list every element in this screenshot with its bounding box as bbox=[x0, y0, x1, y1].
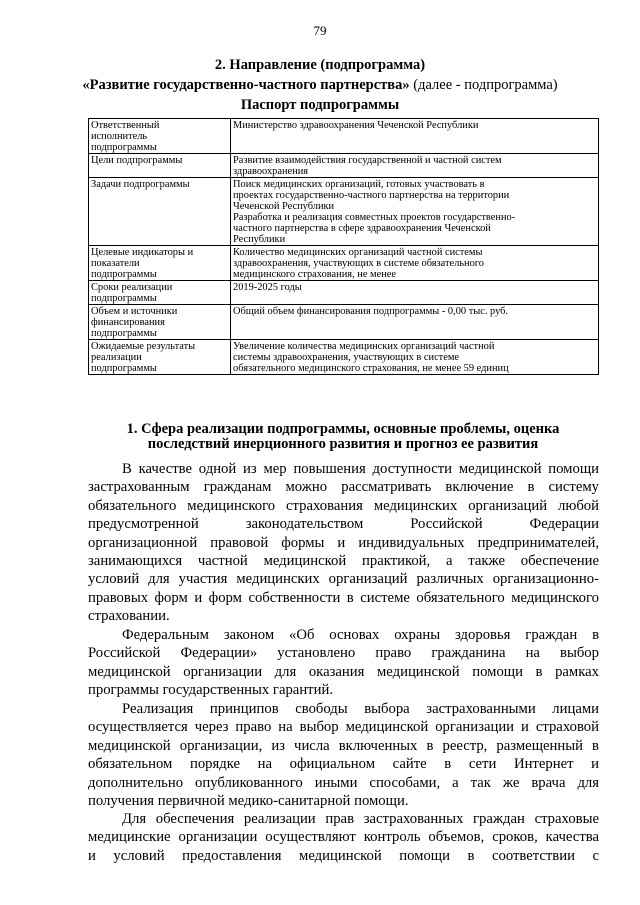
passport-row bbox=[89, 178, 599, 246]
cell-text-line: Республики bbox=[233, 234, 286, 245]
text-line: и условий предоставления медицинской помощи в соответствии с bbox=[88, 847, 599, 864]
text-line: условий для участия медицинских организаций различных организационно- bbox=[88, 571, 599, 588]
text-line: обязательного медицинского страхования медицинских организаций любой bbox=[88, 497, 599, 514]
cell-text-line: Увеличение количества медицинских организаций частной bbox=[233, 341, 495, 352]
text-line: Для обеспечения реализации прав застрахованных граждан страховые bbox=[122, 811, 599, 827]
cell-text-line: Поиск медицинских организаций, готовых участвовать в bbox=[233, 179, 485, 190]
cell-text-line: здравоохранения bbox=[233, 166, 309, 177]
cell-text-line: Развитие взаимодействия государственной и частной систем bbox=[233, 155, 502, 166]
subprogram-suffix: (далее - подпрограмма) bbox=[409, 77, 558, 93]
text-line: дополнительно опубликованного иными способами, а так же врача для bbox=[88, 774, 599, 791]
passport-table bbox=[88, 118, 599, 375]
passport-label-cell bbox=[89, 246, 231, 281]
text-line: медицинской организации для оказания медицинской помощи в рамках bbox=[88, 663, 599, 680]
cell-text-line: реализации bbox=[91, 352, 142, 363]
text-line: осуществляется через право на выбор медицинской организации и страховой bbox=[88, 719, 599, 736]
text-line: организационной правовой формы и индивидуальных предпринимателей, bbox=[88, 534, 599, 551]
passport-value-cell bbox=[231, 119, 599, 154]
passport-value-cell bbox=[231, 246, 599, 281]
paragraph-4 bbox=[88, 810, 599, 865]
cell-text-line: показатели bbox=[91, 258, 140, 269]
paragraph-text bbox=[88, 626, 599, 700]
text-line: Российской Федерации» установлено право гражданина на выбор bbox=[88, 645, 599, 662]
text-line: обязательном порядке на официальном сайте в сети Интернет и bbox=[88, 756, 599, 773]
text-line: занимающихся частной медицинской практикой, а также обеспечение bbox=[88, 553, 599, 570]
paragraph-1 bbox=[88, 460, 599, 626]
passport-row bbox=[89, 340, 599, 375]
cell-text-line: системы здравоохранения, участвующих в системе bbox=[233, 352, 460, 363]
cell-text-line: подпрограммы bbox=[91, 328, 157, 339]
passport-label-cell bbox=[89, 178, 231, 246]
paragraph-text bbox=[88, 810, 599, 865]
cell-text-line: Ожидаемые результаты bbox=[91, 341, 196, 352]
passport-value-cell bbox=[231, 340, 599, 375]
passport-value-cell bbox=[231, 154, 599, 178]
cell-text-line: частного партнерства в сфере здравоохранения Чеченской bbox=[233, 223, 491, 234]
passport-value-cell bbox=[231, 178, 599, 246]
cell-text-line: проектах государственно-частного партнерства на территории bbox=[233, 190, 510, 201]
passport-row bbox=[89, 246, 599, 281]
cell-text-line: Цели подпрограммы bbox=[91, 155, 183, 166]
cell-text-line: Ответственный bbox=[91, 120, 160, 131]
subprogram-heading bbox=[0, 76, 640, 94]
cell-text-line: медицинского страхования, не менее bbox=[233, 269, 397, 280]
page-number: 79 bbox=[313, 23, 327, 38]
cell-text-line: исполнитель bbox=[91, 131, 148, 142]
cell-text-line: Целевые индикаторы и bbox=[91, 247, 194, 258]
passport-heading: Паспорт подпрограммы bbox=[240, 97, 400, 113]
cell-text-line: подпрограммы bbox=[91, 269, 157, 280]
cell-text-line: Общий объем финансирования подпрограммы - 0,00 тыс. руб. bbox=[233, 306, 509, 317]
passport-row bbox=[89, 305, 599, 340]
passport-label-cell bbox=[89, 119, 231, 154]
passport-label-cell bbox=[89, 154, 231, 178]
cell-text-line: Разработка и реализация совместных проектов государственно- bbox=[233, 212, 516, 223]
section-title bbox=[86, 422, 600, 452]
paragraph-text bbox=[88, 460, 599, 626]
text-line: программы государственных гарантий. bbox=[88, 682, 333, 699]
text-line: В качестве одной из мер повышения доступности медицинской помощи bbox=[122, 461, 599, 477]
cell-text-line: Чеченской Республики bbox=[233, 201, 335, 212]
text-line: Федеральным законом «Об основах охраны здоровья граждан в bbox=[122, 627, 599, 643]
cell-text-line: Министерство здравоохранения Чеченской Республики bbox=[233, 120, 479, 131]
cell-text-line: обязательного медицинского страхования, не менее 59 единиц bbox=[233, 363, 509, 374]
paragraph-text bbox=[88, 700, 599, 810]
passport-row bbox=[89, 119, 599, 154]
passport-label-cell bbox=[89, 305, 231, 340]
passport-row bbox=[89, 154, 599, 178]
paragraph-2 bbox=[88, 626, 599, 700]
passport-value-cell bbox=[231, 305, 599, 340]
paragraph-3 bbox=[88, 700, 599, 810]
cell-text-line: здравоохранения, участвующих в системе обязательного bbox=[233, 258, 485, 269]
text-line: правовых форм и форм собственности в системе обязательного медицинского bbox=[88, 589, 599, 606]
cell-text-line: Сроки реализации bbox=[91, 282, 173, 293]
passport-value-cell bbox=[231, 281, 599, 305]
direction-heading: 2. Направление (подпрограмма) bbox=[214, 57, 426, 73]
text-line: Реализация принципов свободы выбора застрахованными лицами bbox=[122, 701, 599, 717]
cell-text-line: подпрограммы bbox=[91, 293, 157, 304]
cell-text-line: Задачи подпрограммы bbox=[91, 179, 190, 190]
cell-text-line: Объем и источники bbox=[91, 306, 178, 317]
passport-row bbox=[89, 281, 599, 305]
passport-label-cell bbox=[89, 340, 231, 375]
text-line: получения первичной медико-санитарной помощи. bbox=[88, 793, 409, 810]
section-title-line: 1. Сфера реализации подпрограммы, основные проблемы, оценка bbox=[126, 421, 560, 437]
subprogram-name: «Развитие государственно-частного партнерства» bbox=[82, 77, 410, 93]
passport-label-cell bbox=[89, 281, 231, 305]
section-title-line: последствий инерционного развития и прогноз ее развития bbox=[147, 436, 539, 452]
text-line: медицинские организации осуществляют контроль объемов, сроков, качества bbox=[88, 829, 599, 846]
text-line: предусмотренной законодательством Российской Федерации bbox=[88, 516, 599, 533]
cell-text-line: 2019-2025 годы bbox=[233, 282, 302, 293]
cell-text-line: подпрограммы bbox=[91, 363, 157, 374]
text-line: медицинской организации, из числа включенных в реестр, размещенный в bbox=[88, 737, 599, 754]
text-line: страховании. bbox=[88, 608, 170, 625]
cell-text-line: финансирования bbox=[91, 317, 165, 328]
text-line: застрахованным гражданам можно рассматривать включение в систему bbox=[88, 479, 599, 496]
cell-text-line: подпрограммы bbox=[91, 142, 157, 153]
cell-text-line: Количество медицинских организаций частной системы bbox=[233, 247, 483, 258]
